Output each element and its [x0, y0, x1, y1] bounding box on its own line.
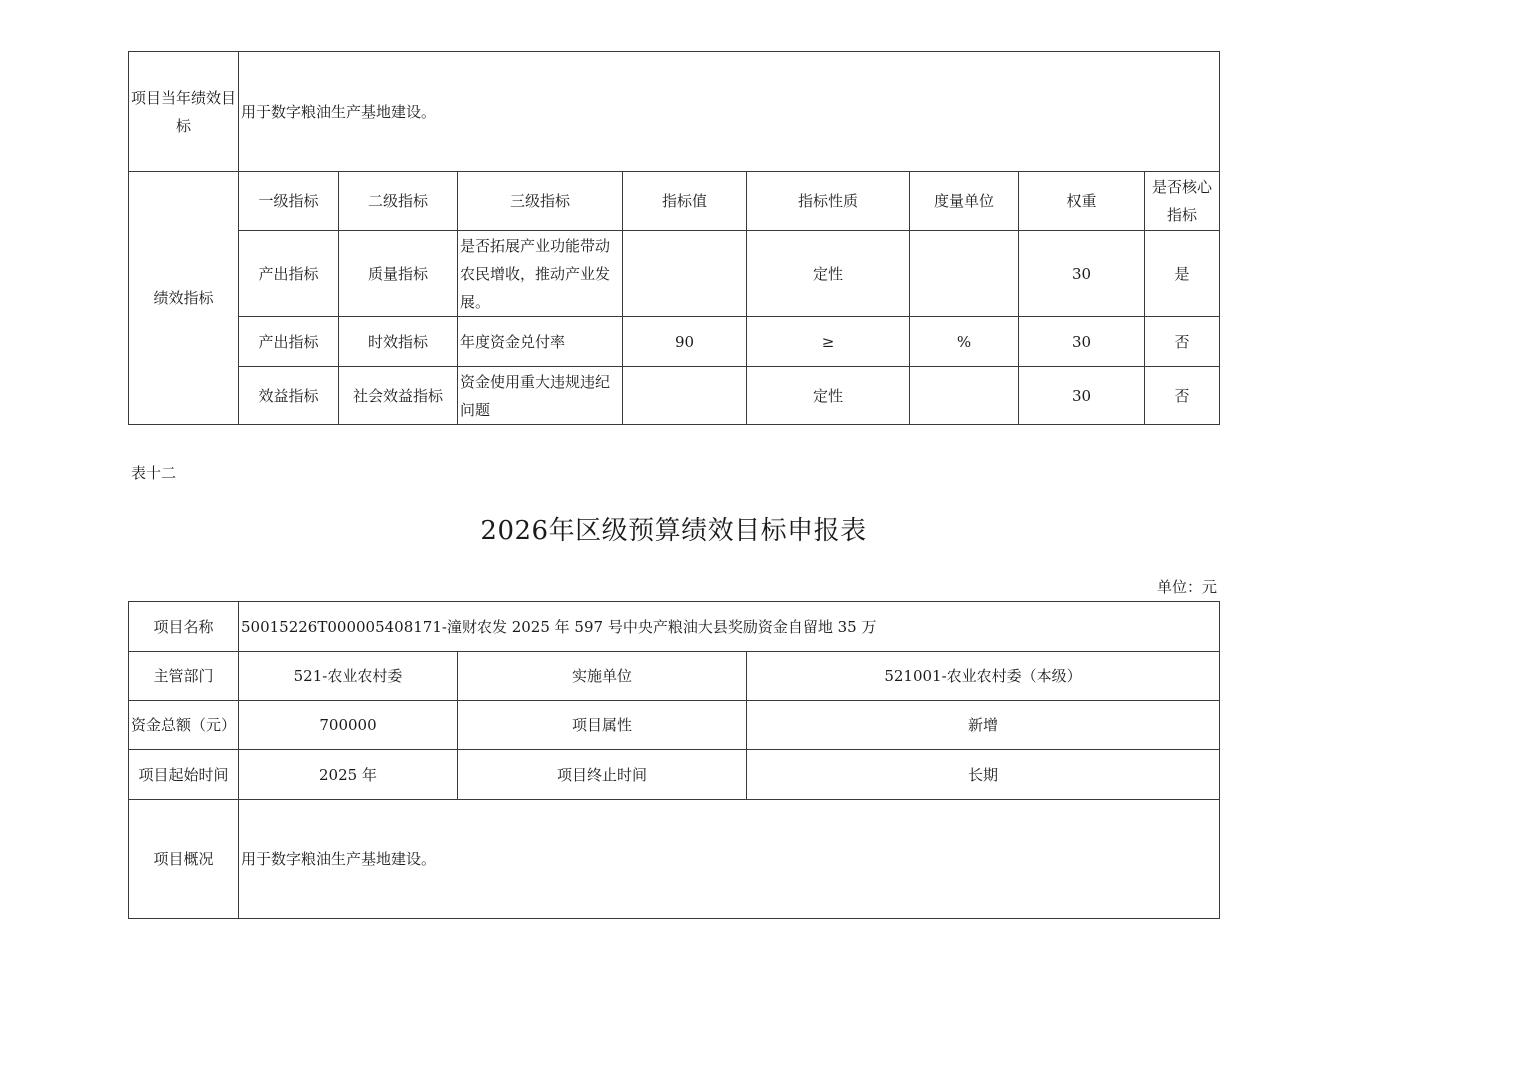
row-level1: 产出指标	[239, 317, 339, 367]
row-core: 否	[1145, 367, 1220, 425]
attribute-value: 新增	[747, 701, 1220, 750]
row-level3: 年度资金兑付率	[458, 317, 623, 367]
row-unit	[910, 367, 1019, 425]
row-nature: ≥	[747, 317, 910, 367]
header-level2: 二级指标	[339, 172, 458, 231]
row-unit	[910, 231, 1019, 317]
row-level3: 资金使用重大违规违纪问题	[458, 367, 623, 425]
row-value	[623, 231, 747, 317]
row-level1: 产出指标	[239, 231, 339, 317]
total-funds-value: 700000	[239, 701, 458, 750]
attribute-label: 项目属性	[458, 701, 747, 750]
table-number: 表十二	[131, 464, 177, 482]
row-nature: 定性	[747, 231, 910, 317]
row-level3: 是否拓展产业功能带动农民增收，推动产业发展。	[458, 231, 623, 317]
row-weight: 30	[1019, 317, 1145, 367]
header-core: 是否核心指标	[1145, 172, 1220, 231]
header-unit: 度量单位	[910, 172, 1019, 231]
row-level2: 社会效益指标	[339, 367, 458, 425]
table-row	[129, 367, 1220, 425]
impl-unit-value: 521001-农业农村委（本级）	[747, 652, 1220, 701]
row-weight: 30	[1019, 231, 1145, 317]
header-level1: 一级指标	[239, 172, 339, 231]
row-level2: 时效指标	[339, 317, 458, 367]
row-unit: %	[910, 317, 1019, 367]
row-weight: 30	[1019, 367, 1145, 425]
header-value: 指标值	[623, 172, 747, 231]
table-row	[129, 231, 1220, 317]
indicators-label: 绩效指标	[129, 172, 239, 425]
end-label: 项目终止时间	[458, 750, 747, 800]
project-info-table	[128, 601, 1220, 919]
header-weight: 权重	[1019, 172, 1145, 231]
overview-label: 项目概况	[129, 800, 239, 919]
table-row	[129, 317, 1220, 367]
total-funds-label: 资金总额（元）	[129, 701, 239, 750]
performance-goal-table	[128, 51, 1220, 425]
dept-label: 主管部门	[129, 652, 239, 701]
page-title: 2026年区级预算绩效目标申报表	[480, 516, 867, 546]
project-name: 50015226T000005408171-潼财农发 2025 年 597 号中央产粮油大县奖励资金自留地 35 万	[239, 602, 1220, 652]
project-name-label: 项目名称	[129, 602, 239, 652]
dept-value: 521-农业农村委	[239, 652, 458, 701]
goal-label: 项目当年绩效目标	[129, 52, 239, 172]
row-level2: 质量指标	[339, 231, 458, 317]
impl-unit-label: 实施单位	[458, 652, 747, 701]
header-level3: 三级指标	[458, 172, 623, 231]
end-value: 长期	[747, 750, 1220, 800]
row-level1: 效益指标	[239, 367, 339, 425]
start-value: 2025 年	[239, 750, 458, 800]
goal-text: 用于数字粮油生产基地建设。	[239, 52, 1220, 172]
overview-text: 用于数字粮油生产基地建设。	[239, 800, 1220, 919]
row-value	[623, 367, 747, 425]
header-nature: 指标性质	[747, 172, 910, 231]
row-nature: 定性	[747, 367, 910, 425]
row-value: 90	[623, 317, 747, 367]
row-core: 否	[1145, 317, 1220, 367]
row-core: 是	[1145, 231, 1220, 317]
unit-label: 单位：元	[1156, 578, 1217, 596]
start-label: 项目起始时间	[129, 750, 239, 800]
